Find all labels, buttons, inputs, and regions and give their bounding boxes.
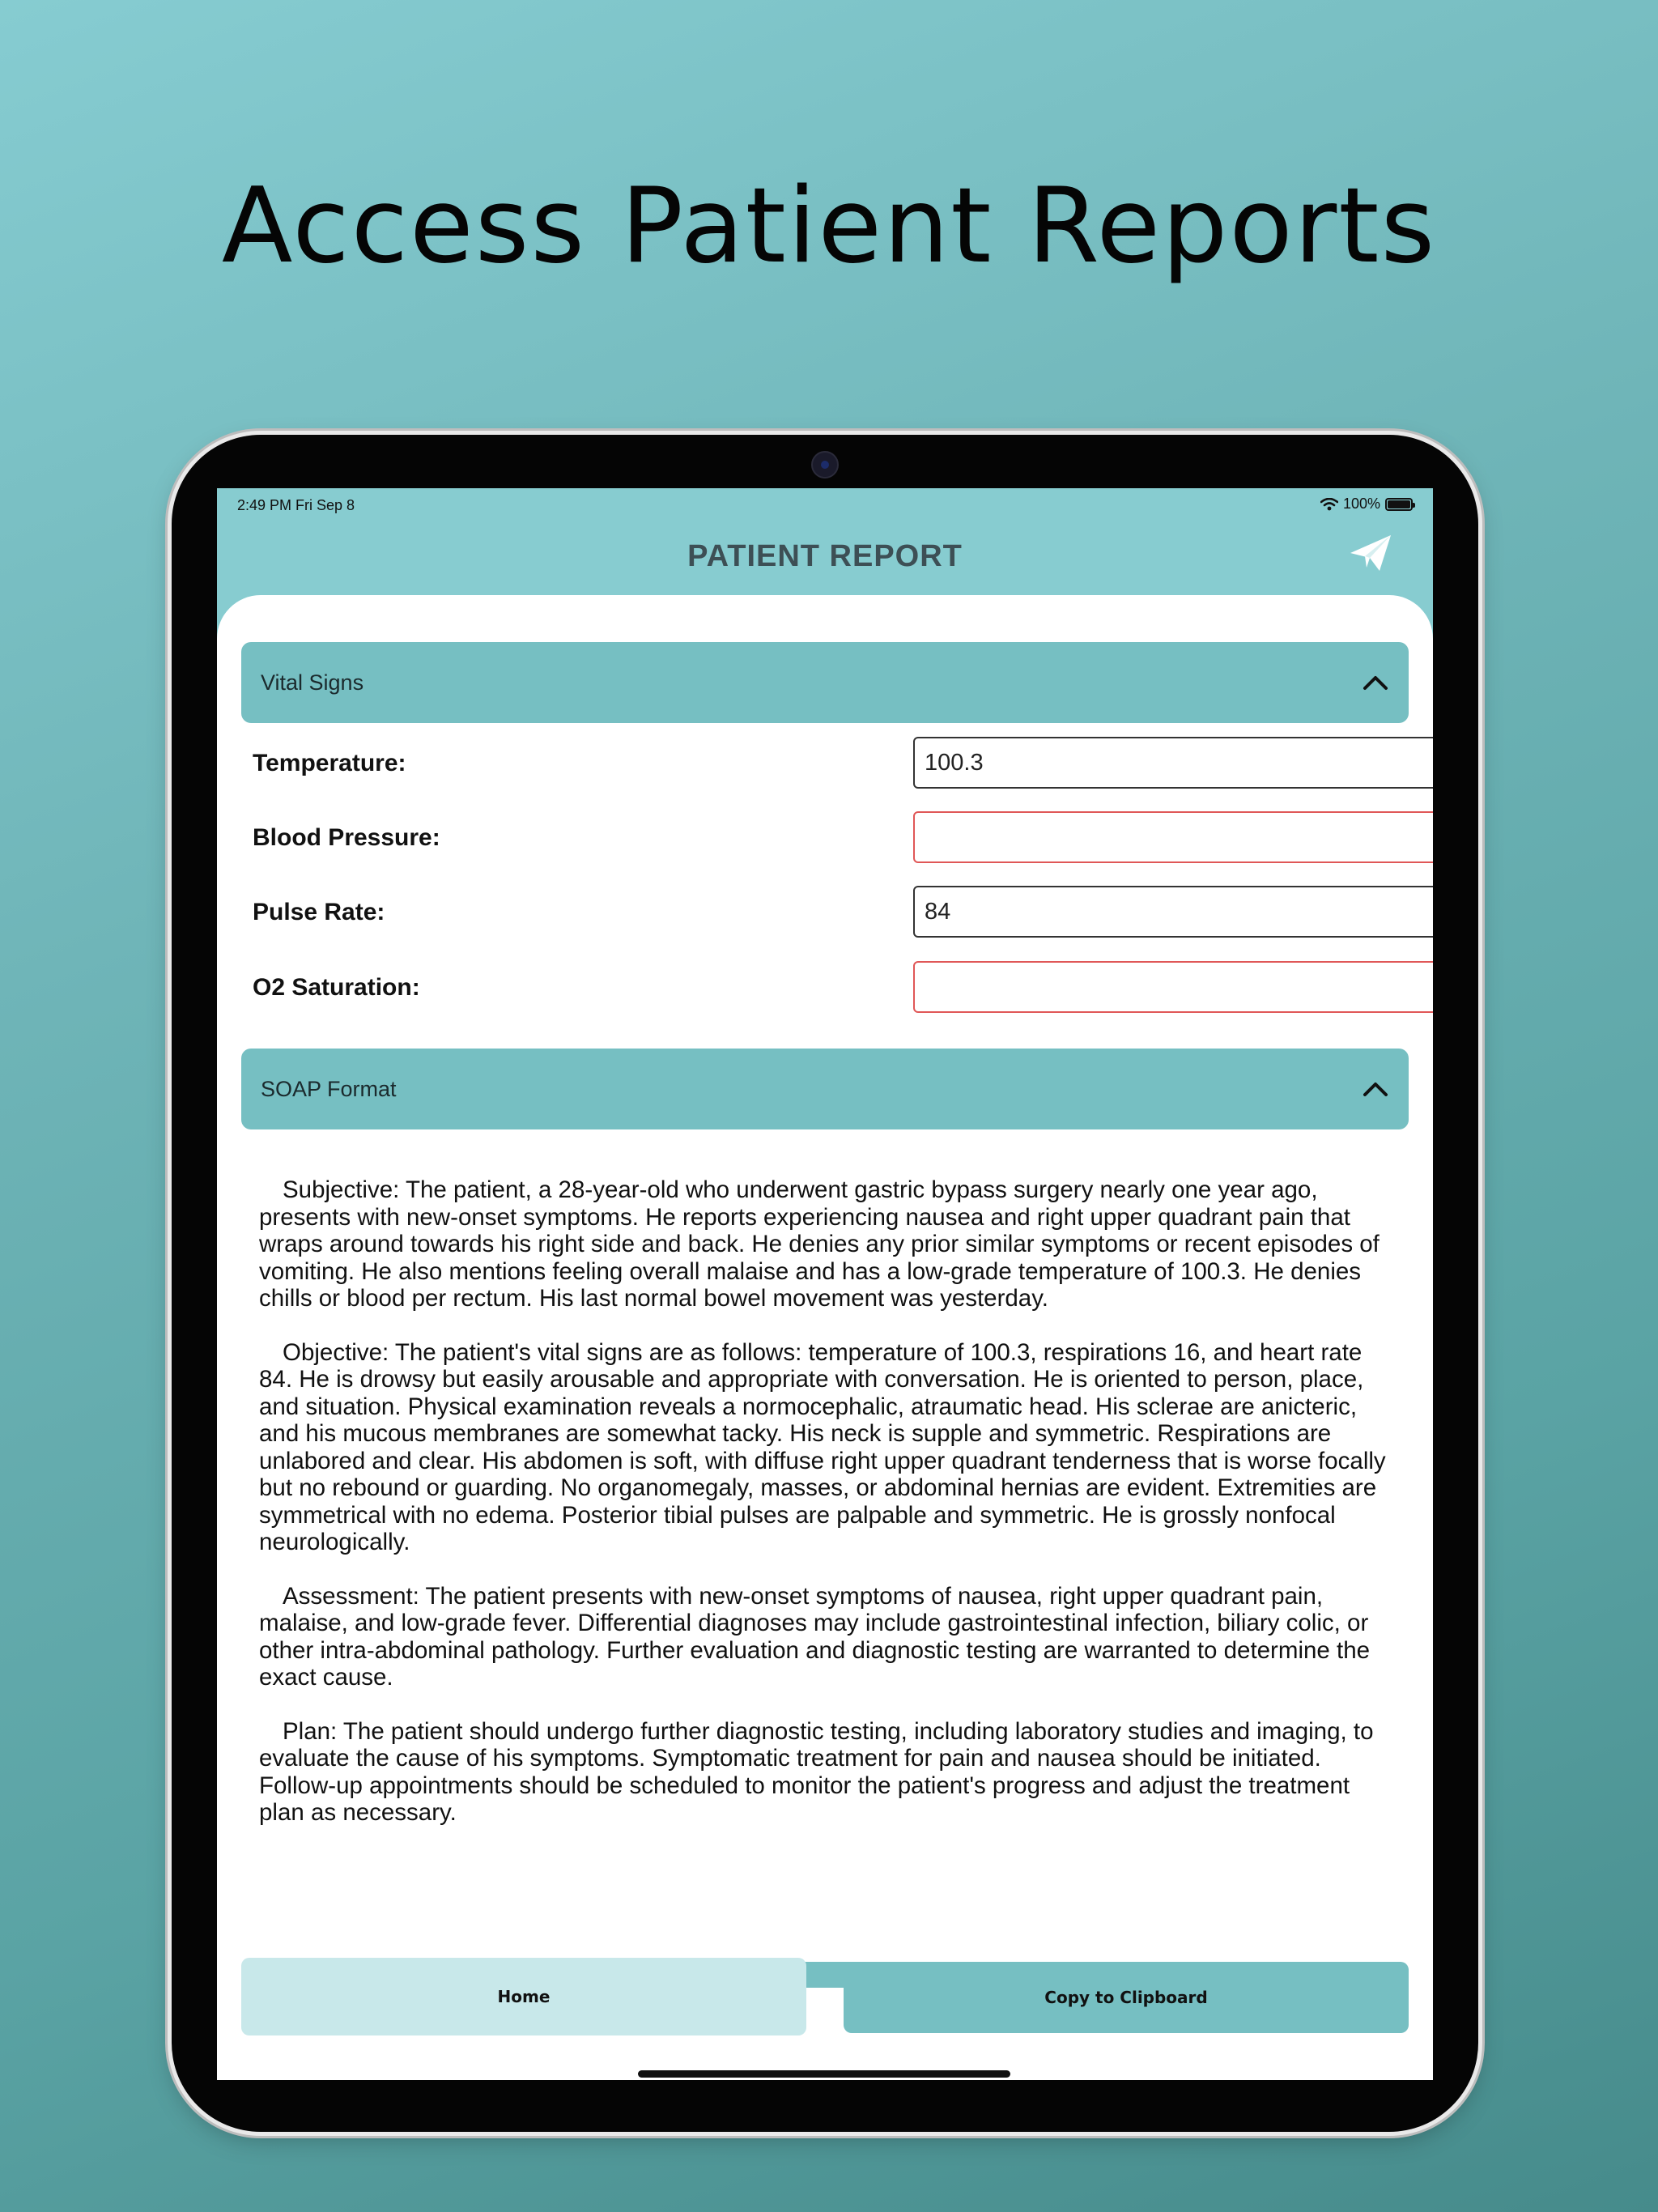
vital-signs-header[interactable]	[241, 642, 1409, 723]
battery-percent: 100%	[1342, 496, 1380, 512]
soap-subjective: Subjective: The patient, a 28-year-old who underwent gastric bypass surgery nearly one year ago, presents with new-onset symptoms. He reports experiencing nausea and right upper quadrant pain that wraps around towards his right side and back. He denies any prior similar symptoms or recent episodes of vomiting. He also mentions feeling overall malaise and has a low-grade temperature of 100.3. He denies chills or blood per rectum. His last normal bowel movement was yesterday.	[259, 1176, 1380, 1312]
battery-icon	[1385, 498, 1413, 511]
temperature-input[interactable]	[913, 737, 1433, 789]
wifi-icon	[1320, 498, 1338, 511]
status-bar	[217, 488, 1433, 521]
page-title: PATIENT REPORT	[687, 539, 963, 573]
copy-to-clipboard-button[interactable]: Copy to Clipboard	[844, 1962, 1409, 2033]
soap-assessment: Assessment: The patient presents with new-onset symptoms of nausea, right upper quadrant pain, malaise, and low-grade fever. Differential diagnoses may include gastrointestinal infection, biliary colic, or other intra-abdominal pathology. Further evaluation and diagnostic testing are warranted to determine the exact cause.	[259, 1582, 1371, 1691]
paper-plane-icon[interactable]	[1347, 532, 1394, 574]
home-button[interactable]: Home	[241, 1958, 806, 2035]
status-time: 2:49 PM Fri Sep 8	[237, 497, 355, 513]
o2-saturation-input[interactable]	[913, 961, 1433, 1013]
blood-pressure-input[interactable]	[913, 811, 1433, 863]
home-indicator[interactable]	[638, 2070, 1010, 2078]
chevron-up-icon[interactable]	[1362, 674, 1389, 691]
pulse-rate-label: Pulse Rate:	[253, 899, 385, 925]
camera-icon	[811, 451, 839, 479]
temperature-row	[253, 737, 1402, 789]
pulse-rate-row	[253, 886, 1402, 938]
chevron-up-icon[interactable]	[1362, 1080, 1389, 1098]
blood-pressure-label: Blood Pressure:	[253, 824, 440, 851]
soap-objective: Objective: The patient's vital signs are as follows: temperature of 100.3, respirations 16, and heart rate 84. He is drowsy but easily arousable and appropriate with conversation. He is oriented to person, place, and situation. Physical examination reveals a normocephalic, atraumatic head. His sclerae are anicteric, and his mucous membranes are somewhat tacky. His neck is supple and symmetric. Respirations are unlabored and clear. His abdomen is soft, with diffuse right upper quadrant tenderness that is worse focally but no rebound or guarding. No organomegaly, masses, or abdominal hernias are evident. Extremities are symmetrical with no edema. Posterior tibial pulses are palpable and symmetric. He is grossly nonfocal neurologically.	[259, 1338, 1386, 1555]
o2-saturation-row	[253, 961, 1402, 1013]
soap-format-label: SOAP Format	[261, 1076, 397, 1101]
blood-pressure-row	[253, 811, 1402, 863]
pulse-rate-input[interactable]	[913, 886, 1433, 938]
temperature-label: Temperature:	[253, 750, 406, 776]
o2-saturation-label: O2 Saturation:	[253, 974, 420, 1001]
headline: Access Patient Reports	[221, 166, 1437, 287]
tablet-frame	[172, 435, 1478, 2132]
app-screen	[217, 488, 1433, 2080]
soap-plan: Plan: The patient should undergo further diagnostic testing, including laboratory studies and imaging, to evaluate the cause of his symptoms. Symptomatic treatment for pain and nausea should be initiated. Follow-up appointments should be scheduled to monitor the patient's progress and adjust the treatment plan as necessary.	[259, 1717, 1374, 1826]
soap-format-header[interactable]	[241, 1049, 1409, 1129]
vital-signs-label: Vital Signs	[261, 670, 364, 695]
status-right	[1320, 496, 1413, 513]
soap-text	[259, 1176, 1401, 1853]
